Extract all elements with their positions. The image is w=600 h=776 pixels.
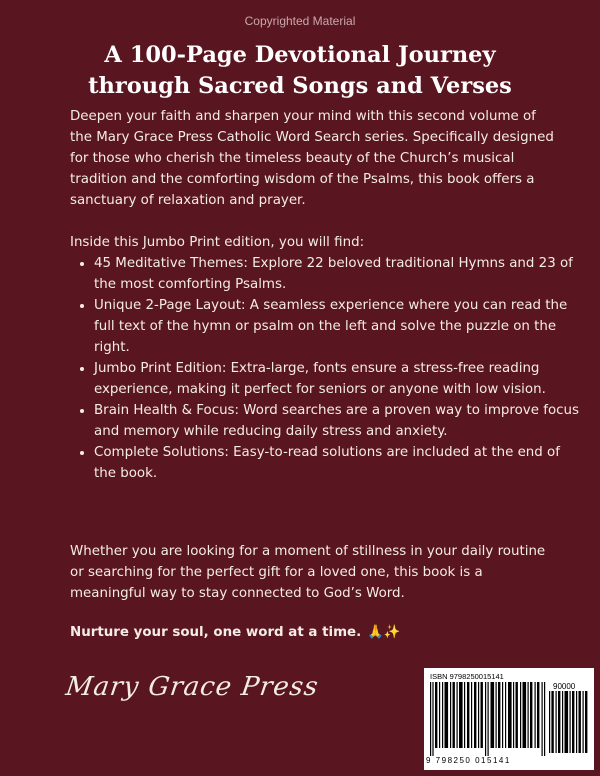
tagline-text: Nurture your soul, one word at a time.: [70, 625, 362, 640]
isbn-label: ISBN 9798250015141: [430, 672, 504, 681]
pray-icon: 🙏: [367, 625, 384, 640]
feature-item: • 45 Meditative Themes: Explore 22 beloved traditional Hymns and 23 of the most comforting Psalms.: [94, 253, 584, 295]
intro-paragraph: Deepen your faith and sharpen your mind with this second volume of the Mary Grace Press Catholic Word Search series. Specifically designed for those who cherish the timeless beauty of the Church’s musical tradition and the comforting wisdom of the Psalms, this book offers a sanctuary of relaxation and prayer.: [70, 109, 554, 208]
features-list: [70, 253, 584, 484]
price-barcode-bars: [549, 691, 589, 753]
feature-item: • Brain Health & Focus: Word searches are a proven way to improve focus and memory while reducing daily stress and anxiety.: [94, 400, 584, 442]
publisher-logo: Mary Grace Press: [63, 672, 321, 702]
title-line-1: A 100-Page Devotional Journey: [104, 42, 496, 68]
sparkle-icon: ✨: [383, 625, 401, 640]
feature-item: • Complete Solutions: Easy-to-read solutions are included at the end of the book.: [94, 442, 584, 484]
price-code: 90000: [553, 682, 576, 691]
title-line-2: through Sacred Songs and Verses: [88, 73, 512, 99]
isbn-barcode: [424, 668, 594, 770]
features-lead: Inside this Jumbo Print edition, you will find:: [70, 235, 365, 250]
feature-item: • Jumbo Print Edition: Extra-large, fonts ensure a stress-free reading experience, making it perfect for seniors or anyone with low vision.: [94, 358, 584, 400]
ean-digits: 9 798250 015141: [426, 756, 511, 765]
tagline: [70, 625, 401, 640]
copyright-watermark: Copyrighted Material: [244, 14, 356, 28]
page-title: [20, 40, 580, 102]
barcode-bars: [430, 682, 546, 756]
closing-paragraph: Whether you are looking for a moment of stillness in your daily routine or searching for the perfect gift for a loved one, this book is a meaningful way to stay connected to God’s Word.: [70, 544, 546, 601]
feature-item: • Unique 2-Page Layout: A seamless experience where you can read the full text of the hymn or psalm on the left and solve the puzzle on the right.: [94, 295, 584, 358]
